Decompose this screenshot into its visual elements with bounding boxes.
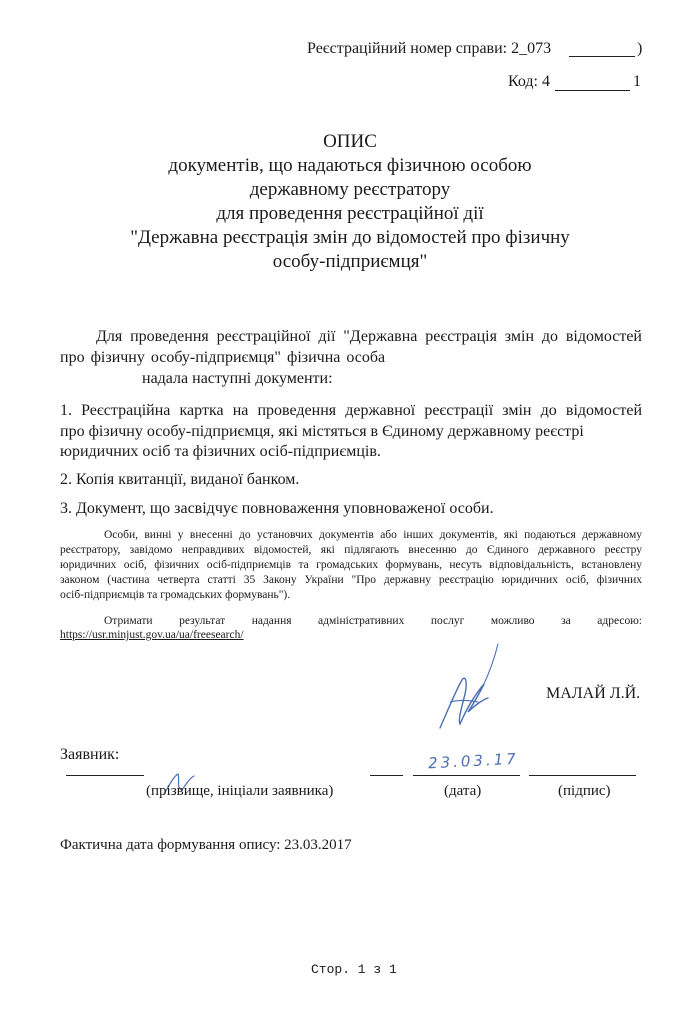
document-item-3: 3. Документ, що засвідчує повноваження уповноваженої особи. (60, 500, 494, 517)
applicant-date-caption: (дата) (444, 783, 482, 799)
code-tail: 1 (633, 73, 641, 90)
applicant-signature-caption: (підпис) (558, 783, 611, 799)
intro-line-2: про фізичну особу-підприємця" фізична особа (60, 349, 386, 366)
case-number-label: Реєстраційний номер справи: 2_073 (307, 40, 552, 57)
title-line: особу-підприємця" (272, 251, 428, 272)
document-item-1-line-3: юридичних осіб та фізичних осіб-підприємців. (60, 443, 381, 460)
applicant-line-mid (370, 775, 403, 776)
document-title (0, 130, 700, 274)
notice-line-4: законом (частина четверта статті 35 Закону України "Про державну реєстрацію юридичних осіб, фізичних (60, 574, 642, 586)
applicant-line-short (66, 775, 144, 776)
title-line: "Державна реєстрація змін до відомостей про фізичну (130, 227, 570, 248)
registrar-signature (428, 640, 518, 740)
notice-line-5: осіб-підприємців та громадських формувань"). (60, 589, 291, 601)
result-line: Отримати результат надання адміністративних послуг можливо за адресою: (104, 615, 642, 627)
handwritten-date: 23.03.17 (427, 749, 520, 773)
page-number: Стор. 1 з 1 (311, 962, 397, 977)
freesearch-link[interactable]: https://usr.minjust.gov.ua/ua/freesearch/ (60, 629, 244, 641)
title-line: документів, що надаються фізичною особою (168, 155, 532, 176)
intro-line-1: Для проведення реєстраційної дії "Державна реєстрація змін до відомостей (96, 328, 642, 345)
registrar-name: МАЛАЙ Л.Й. (546, 685, 641, 702)
notice-line-3: юридичних осіб, фізичних осіб-підприємців та громадських формувань, несуть відповідальність, встановлену (60, 559, 642, 571)
case-number-tail: ) (637, 40, 643, 57)
applicant-name-caption: (прізвище, ініціали заявника) (146, 783, 334, 799)
applicant-signature-line (529, 775, 636, 776)
notice-line-2: реєстратору, завідомо неправдивих відомостей, які підлягають внесенню до Єдиного державного реєстру (60, 544, 642, 556)
intro-line-3: надала наступні документи: (142, 370, 333, 387)
document-item-1-line-1: 1. Реєстраційна картка на проведення державної реєстрації змін до відомостей (60, 402, 642, 419)
document-item-2: 2. Копія квитанції, виданої банком. (60, 471, 300, 488)
case-number-underline (569, 56, 635, 57)
code-underline (555, 90, 630, 91)
code-label: Код: 4 (508, 73, 550, 90)
title-line: державному реєстратору (249, 179, 451, 200)
applicant-label: Заявник: (60, 746, 120, 763)
formation-date: Фактична дата формування опису: 23.03.2017 (60, 837, 352, 853)
title-line: ОПИС (323, 131, 377, 152)
document-item-1-line-2: про фізичну особу-підприємця, які містяться в Єдиному державному реєстрі (60, 423, 584, 440)
notice-line-1: Особи, винні у внесенні до установчих документів або інших документів, які подаються державному (104, 529, 642, 541)
title-line: для проведення реєстраційної дії (216, 203, 484, 224)
applicant-date-line (413, 775, 520, 776)
